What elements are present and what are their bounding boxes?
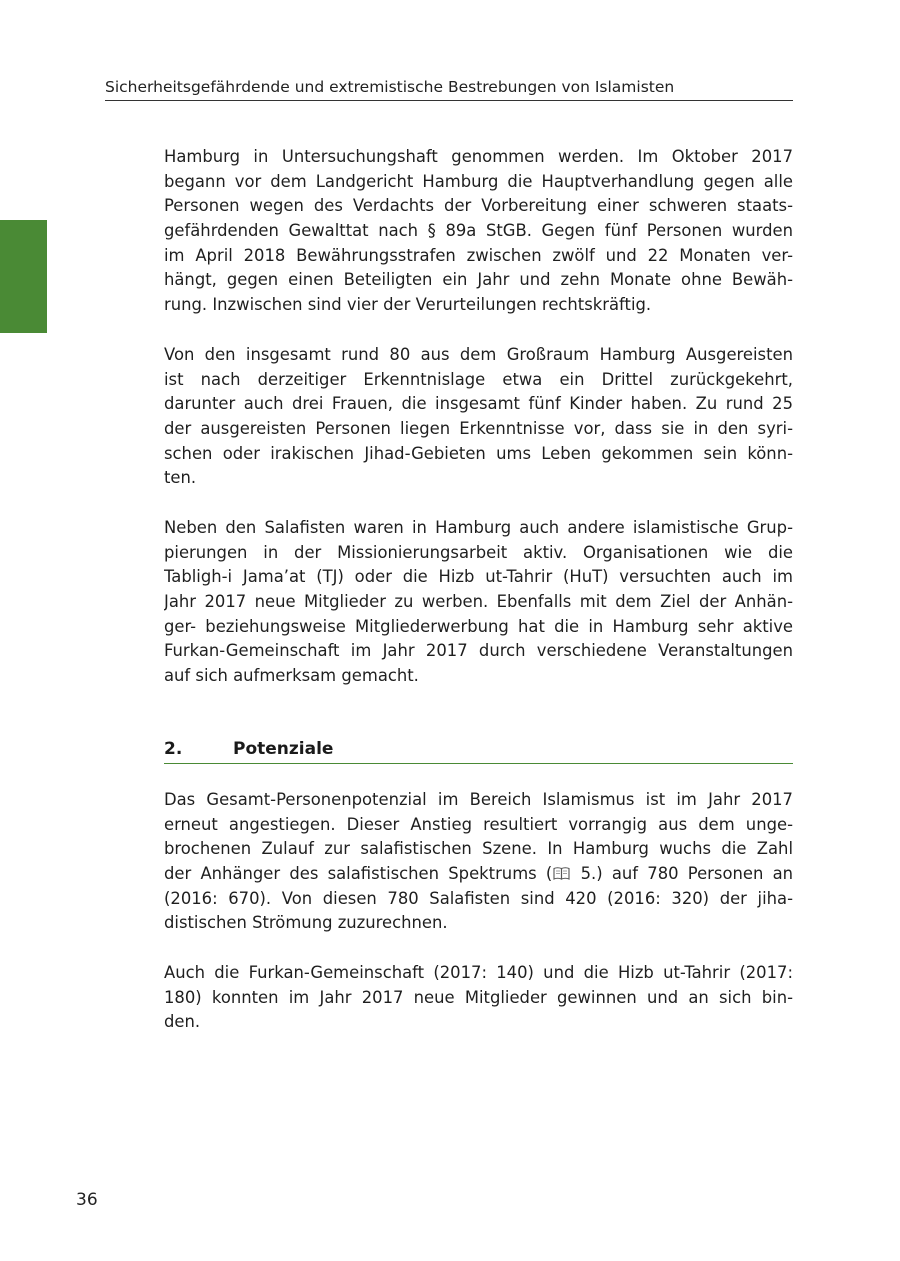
- paragraph-custody: [164, 145, 793, 318]
- text-line: auf sich aufmerksam gemacht.: [164, 666, 419, 686]
- text-line: Furkan-Gemeinschaft im Jahr 2017 durch verschiedene Veranstaltungen: [164, 641, 793, 661]
- text-line: den.: [164, 1012, 201, 1032]
- text-line: der ausgereisten Personen liegen Erkenntnisse vor, dass sie in den syri-: [164, 419, 793, 439]
- text-line: ger- beziehungsweise Mitgliederwerbung hat die in Hamburg sehr aktive: [164, 616, 793, 636]
- text-line: hängt, gegen einen Beteiligten ein Jahr und zehn Monate ohne Bewäh-: [164, 270, 793, 290]
- text-line: schen oder irakischen Jihad-Gebieten ums Leben gekommen sein könn-: [164, 443, 793, 463]
- paragraph-potential: [164, 788, 793, 936]
- page-number: 36: [76, 1190, 98, 1210]
- text-line: 180) konnten im Jahr 2017 neue Mitglieder gewinnen und an sich bin-: [164, 987, 793, 1007]
- text-line: ist nach derzeitiger Erkenntnislage etwa ein Drittel zurückgekehrt,: [164, 369, 793, 389]
- text-line: Personen wegen des Verdachts der Vorbereitung einer schweren staats-: [164, 196, 793, 216]
- text-line: darunter auch drei Frauen, die insgesamt fünf Kinder haben. Zu rund 25: [164, 394, 793, 414]
- text-line: begann vor dem Landgericht Hamburg die Hauptverhandlung gegen alle: [164, 171, 793, 191]
- chapter-side-tab: [0, 220, 47, 333]
- text-segment: der Anhänger des salafistischen Spektrums (: [164, 864, 553, 884]
- text-line: Jahr 2017 neue Mitglieder zu werben. Ebenfalls mit dem Ziel der Anhän-: [164, 592, 793, 612]
- text-line: im April 2018 Bewährungsstrafen zwischen zwölf und 22 Monaten ver-: [164, 245, 793, 265]
- text-line: Hamburg in Untersuchungshaft genommen werden. Im Oktober 2017: [164, 147, 793, 166]
- text-line: Das Gesamt-Personenpotenzial im Bereich Islamismus ist im Jahr 2017: [164, 790, 793, 809]
- text-line: distischen Strömung zuzurechnen.: [164, 913, 448, 933]
- text-line: erneut angestiegen. Dieser Anstieg resultiert vorrangig aus dem unge-: [164, 814, 793, 834]
- text-line: ten.: [164, 468, 197, 488]
- text-line: Neben den Salafisten waren in Hamburg auch andere islamistische Grup-: [164, 518, 793, 537]
- text-line: Von den insgesamt rund 80 aus dem Großraum Hamburg Ausgereisten: [164, 345, 793, 364]
- running-head: Sicherheitsgefährdende und extremistische Bestrebungen von Islamisten: [105, 78, 675, 96]
- text-line: Auch die Furkan-Gemeinschaft (2017: 140) und die Hizb ut-Tahrir (2017:: [164, 963, 793, 982]
- text-line: (2016: 670). Von diesen 780 Salafisten sind 420 (2016: 320) der jiha-: [164, 888, 793, 908]
- text-line: pierungen in der Missionierungsarbeit aktiv. Organisationen wie die: [164, 542, 793, 562]
- section-number: 2.: [164, 739, 183, 759]
- section-heading-rule: [164, 763, 793, 764]
- text-line: brochenen Zulauf zur salafistischen Szene. In Hamburg wuchs die Zahl: [164, 839, 793, 859]
- text-line-with-reference: [164, 862, 793, 887]
- paragraph-furkan-hut: [164, 961, 793, 1035]
- paragraph-returnees: [164, 343, 793, 491]
- text-line: Tabligh-i Jama’at (TJ) oder die Hizb ut-Tahrir (HuT) versuchten auch im: [164, 567, 793, 587]
- text-line: gefährdenden Gewalttat nach § 89a StGB. Gegen fünf Personen wurden: [164, 221, 793, 241]
- paragraph-other-groups: [164, 516, 793, 689]
- running-head-rule: [105, 100, 793, 101]
- section-heading: [164, 737, 793, 761]
- book-reference-icon: [553, 866, 570, 880]
- section-title: Potenziale: [233, 739, 334, 759]
- text-line: rung. Inzwischen sind vier der Verurteilungen rechtskräftig.: [164, 295, 652, 315]
- text-segment: 5.) auf 780 Personen an: [571, 864, 793, 884]
